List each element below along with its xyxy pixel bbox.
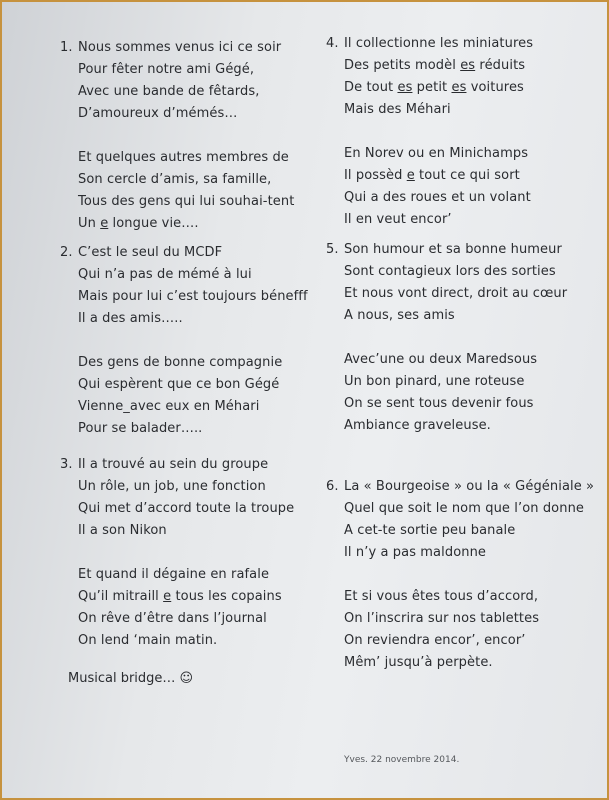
- verse-4: [326, 33, 596, 231]
- verse-line: [60, 242, 310, 264]
- verse-line-text: réduits: [475, 58, 526, 73]
- verse-line: On lend ‘main matin.: [78, 633, 218, 648]
- verse-line: Pour se balader…..: [78, 421, 203, 436]
- verse-6: [326, 476, 596, 674]
- verse-number: 4.: [326, 36, 339, 51]
- verse-line: Qui met d’accord toute la troupe: [78, 501, 295, 516]
- verse-line: Et si vous êtes tous d’accord,: [344, 589, 539, 604]
- verse-line: Mais pour lui c’est toujours bénefff: [78, 289, 308, 304]
- verse-line: On reviendra encor’, encor’: [344, 633, 526, 648]
- verse-line: Avec’une ou deux Maredsous: [344, 352, 538, 367]
- verse-line-text: Un: [78, 216, 101, 231]
- verse-line: Et quelques autres membres de: [78, 150, 289, 165]
- verse-line: A nous, ses amis: [344, 308, 455, 323]
- verse-2: [60, 242, 310, 440]
- verse-line-text: petit: [412, 80, 452, 95]
- verse-line: [60, 37, 310, 59]
- verse-line-text: Nous sommes venus ici ce soir: [78, 40, 282, 55]
- verse-line-text: tout ce qui sort: [414, 168, 520, 183]
- verse-line: Mêm’ jusqu’à perpète.: [344, 655, 493, 670]
- verse-line: Qui n’a pas de mémé à lui: [78, 267, 252, 282]
- verse-line-text: Qu’il mitraill: [78, 589, 164, 604]
- verse-line: Quel que soit le nom que l’on donne: [344, 501, 585, 516]
- verse-line: Qui a des roues et un volant: [344, 190, 531, 205]
- verse-number: 6.: [326, 479, 339, 494]
- verse-line: [326, 33, 596, 55]
- verse-line: [326, 476, 596, 498]
- underlined-letter: e: [406, 168, 415, 183]
- verse-line-text: C’est le seul du MCDF: [78, 245, 223, 260]
- verse-line: [60, 454, 310, 476]
- verse-line-text: Il a trouvé au sein du groupe: [78, 457, 269, 472]
- verse-line: Et quand il dégaine en rafale: [78, 567, 270, 582]
- verse-line: On se sent tous devenir fous: [344, 396, 534, 411]
- verse-line: On rêve d’être dans l’journal: [78, 611, 267, 626]
- underlined-letter: e: [100, 216, 109, 231]
- verse-line: Sont contagieux lors des sorties: [344, 264, 556, 279]
- verse-line: Avec une bande de fêtards,: [78, 84, 260, 99]
- verse-3: [60, 454, 310, 652]
- underlined-letter: es: [451, 80, 467, 95]
- verse-line: Des gens de bonne compagnie: [78, 355, 283, 370]
- verse-line: [326, 239, 596, 261]
- verse-line-text: Il possèd: [344, 168, 407, 183]
- underlined-letter: e: [163, 589, 172, 604]
- verse-line: Un bon pinard, une roteuse: [344, 374, 525, 389]
- underlined-letter: es: [460, 58, 476, 73]
- verse-5: [326, 239, 596, 437]
- verse-line-text: Son humour et sa bonne humeur: [344, 242, 562, 257]
- verse-number: 1.: [60, 40, 73, 55]
- verse-line-text: De tout: [344, 80, 398, 95]
- verse-line: Ambiance graveleuse.: [344, 418, 491, 433]
- verse-line: Il a son Nikon: [78, 523, 167, 538]
- verse-line-text: Des petits modèl: [344, 58, 461, 73]
- verse-line: [326, 165, 596, 187]
- verse-line: [326, 55, 596, 77]
- verse-line-text: La « Bourgeoise » ou la « Gégéniale »: [344, 479, 595, 494]
- verse-line: Vienne_avec eux en Méhari: [78, 399, 260, 414]
- musical-bridge-note: Musical bridge… ☺: [68, 671, 194, 686]
- verse-number: 2.: [60, 245, 73, 260]
- verse-line: [60, 586, 310, 608]
- verse-line: A cet-te sortie peu banale: [344, 523, 516, 538]
- verse-line: Son cercle d’amis, sa famille,: [78, 172, 272, 187]
- verse-line: Tous des gens qui lui souhai-tent: [78, 194, 295, 209]
- verse-number: 5.: [326, 242, 339, 257]
- verse-line: Mais des Méhari: [344, 102, 451, 117]
- verse-line: Un rôle, un job, une fonction: [78, 479, 266, 494]
- verse-line: Il n’y a pas maldonne: [344, 545, 487, 560]
- verse-line: Il en veut encor’: [344, 212, 452, 227]
- verse-line: [326, 77, 596, 99]
- verse-line-text: voitures: [466, 80, 524, 95]
- verse-line-text: tous les copains: [171, 589, 282, 604]
- verse-line-text: longue vie….: [108, 216, 199, 231]
- verse-line: Et nous vont direct, droit au cœur: [344, 286, 568, 301]
- verse-line: En Norev ou en Minichamps: [344, 146, 529, 161]
- underlined-letter: es: [397, 80, 413, 95]
- verse-line: Il a des amis…..: [78, 311, 183, 326]
- verse-number: 3.: [60, 457, 73, 472]
- verse-line: On l’inscrira sur nos tablettes: [344, 611, 540, 626]
- verse-line: D’amoureux d’mémés…: [78, 106, 238, 121]
- verse-line: [60, 213, 310, 235]
- signature: Yves. 22 novembre 2014.: [344, 755, 460, 765]
- verse-line-text: Il collectionne les miniatures: [344, 36, 534, 51]
- verse-line: Qui espèrent que ce bon Gégé: [78, 377, 280, 392]
- verse-1: [60, 37, 310, 235]
- verse-line: Pour fêter notre ami Gégé,: [78, 62, 255, 77]
